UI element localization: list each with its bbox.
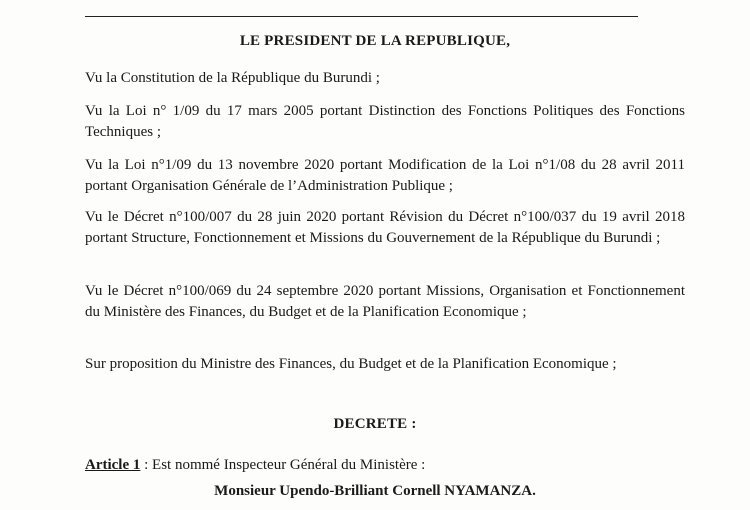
nominee-name: Monsieur Upendo-Brilliant Cornell NYAMANZA.	[214, 483, 536, 499]
article-text: : Est nommé Inspecteur Général du Ministère :	[140, 457, 426, 473]
article-label: Article 1	[85, 457, 141, 473]
visa-paragraph: Vu la Loi n°1/09 du 13 novembre 2020 portant Modification de la Loi n°1/08 du 28 avril 2011 portant Organisation Générale de l’Administration Publique ;	[85, 157, 685, 194]
visa-paragraph: Vu la Loi n° 1/09 du 17 mars 2005 portant Distinction des Fonctions Politiques des Fonctions Techniques ;	[85, 103, 685, 140]
top-rule-divider	[85, 16, 638, 17]
proposal-paragraph: Sur proposition du Ministre des Finances, du Budget et de la Planification Economique ;	[85, 356, 617, 372]
visa-paragraph: Vu le Décret n°100/069 du 24 septembre 2020 portant Missions, Organisation et Fonctionnement du Ministère des Finances, du Budget et de la Planification Economique ;	[85, 283, 685, 320]
visa-paragraph: Vu le Décret n°100/007 du 28 juin 2020 portant Révision du Décret n°100/037 du 19 avril 2018 portant Structure, Fonctionnement et Missions du Gouvernement de la République du Burundi ;	[85, 209, 685, 246]
article-1	[85, 455, 425, 476]
document-heading: LE PRESIDENT DE LA REPUBLIQUE,	[239, 33, 511, 49]
visa-paragraph: Vu la Constitution de la République du Burundi ;	[85, 70, 380, 86]
decree-heading: DECRETE :	[333, 416, 417, 432]
